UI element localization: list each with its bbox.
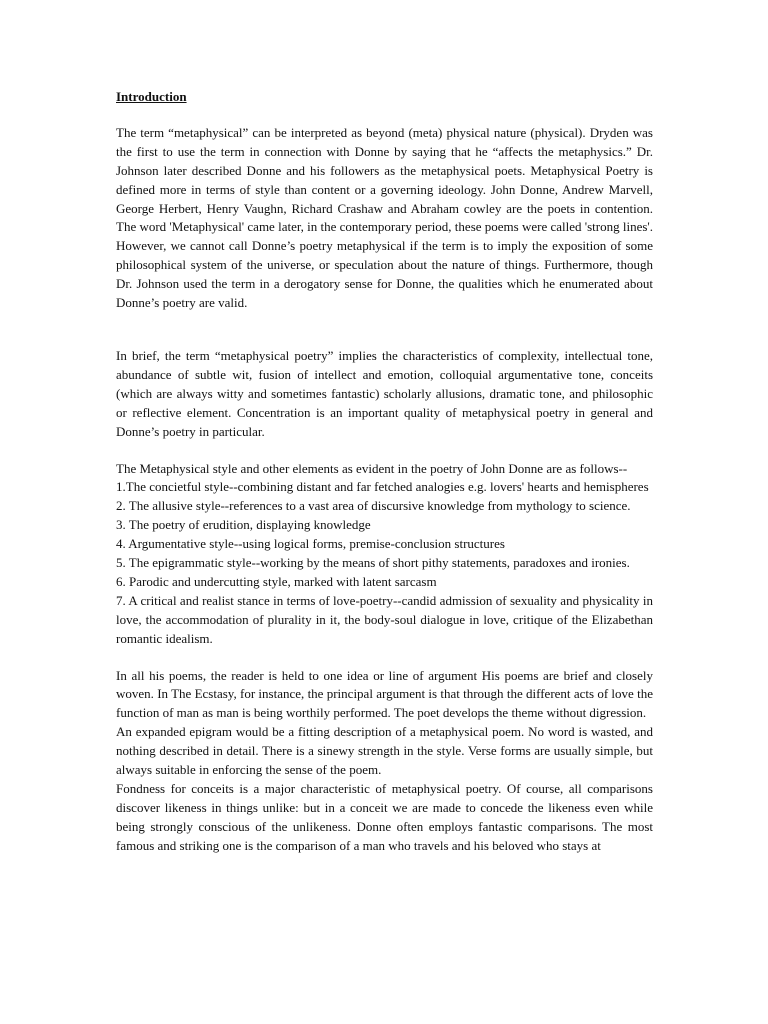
argument-paragraph: In all his poems, the reader is held to one idea or line of argument His poems are brief and closely woven. In The Ecstasy, for instance, the principal argument is that through the different acts of love the function of man as man is being worthily performed. The poet develops the theme without digression. — [116, 667, 653, 721]
list-item: 4. Argumentative style--using logical forms, premise-conclusion structures — [116, 536, 505, 552]
brief-paragraph: In brief, the term “metaphysical poetry” implies the characteristics of complexity, intellectual tone, abundance of subtle wit, fusion of intellect and emotion, colloquial argumentative tone, conceits (which are always witty and sometimes fantastic) scholarly allusions, dramatic tone, and philosophic or reflective element. Concentration is an important quality of metaphysical poetry in general and Donne’s poetry in particular. — [116, 347, 653, 439]
conceit-paragraph: Fondness for conceits is a major characteristic of metaphysical poetry. Of course, all comparisons discover likeness in things unlike: but in a conceit we are made to concede the likeness even while being strongly conscious of the unlikeness. Donne often employs fantastic comparisons. The most famous and striking one is the comparison of a man who travels and his beloved who stays at — [116, 781, 653, 853]
document-page — [116, 88, 653, 856]
list-intro: The Metaphysical style and other elements as evident in the poetry of John Donne are as follows-- — [116, 460, 628, 476]
spacer — [116, 649, 653, 667]
list-item: 2. The allusive style--references to a vast area of discursive knowledge from mythology to science. — [116, 498, 631, 514]
epigram-paragraph: An expanded epigram would be a fitting description of a metaphysical poem. No word is wasted, and nothing described in detail. There is a sinewy strength in the style. Verse forms are usually simple, but always suitable in enforcing the sense of the poem. — [116, 724, 653, 778]
section-heading: Introduction — [116, 89, 187, 104]
spacer — [116, 313, 653, 347]
list-item: 6. Parodic and undercutting style, marked with latent sarcasm — [116, 573, 437, 589]
spacer — [116, 442, 653, 460]
list-item: 5. The epigrammatic style--working by the means of short pithy statements, paradoxes and ironies. — [116, 555, 630, 571]
list-item: 1.The concietful style--combining distant and far fetched analogies e.g. lovers' hearts and hemispheres — [116, 479, 649, 495]
list-item: 3. The poetry of erudition, displaying knowledge — [116, 517, 371, 533]
intro-paragraph: The term “metaphysical” can be interpreted as beyond (meta) physical nature (physical). Dryden was the first to use the term in connection with Donne by saying that he “affects the metaphysics.” Dr. Johnson later described Donne and his followers as the metaphysical poets. Metaphysical Poetry is defined more in terms of style than content or a governing ideology. John Donne, Andrew Marvell, George Herbert, Henry Vaughn, Richard Crashaw and Abraham cowley are the poets in contention. The word 'Metaphysical' came later, in the contemporary period, these poems were called 'strong lines'. However, we cannot call Donne’s poetry metaphysical if the term is to imply the exposition of some philosophical system of the universe, or speculation about the nature of things. Furthermore, though Dr. Johnson used the term in a derogatory sense for Donne, the qualities which he enumerated about Donne’s poetry are valid. — [116, 124, 653, 311]
list-item: 7. A critical and realist stance in terms of love-poetry--candid admission of sexuality and physicality in love, the accommodation of plurality in it, the body-soul dialogue in love, critique of the Elizabethan romantic idealism. — [116, 592, 653, 646]
